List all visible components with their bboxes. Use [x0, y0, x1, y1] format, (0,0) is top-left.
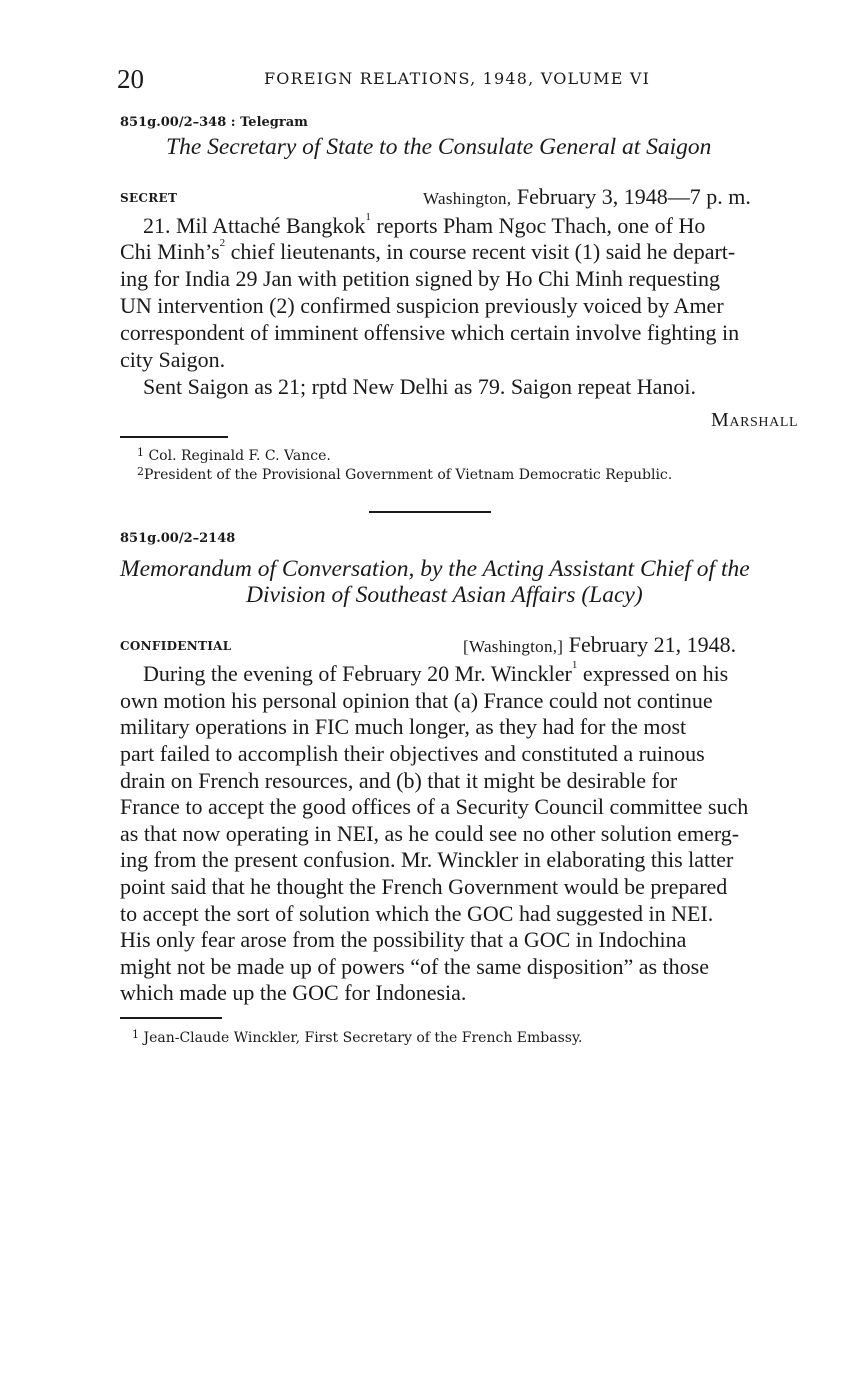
doc2-dateline [463, 632, 736, 658]
footnote-ref: 1 [365, 211, 371, 223]
doc2-paragraph-line: which made up the GOC for Indonesia. [120, 980, 467, 1005]
doc2-title-line-2: Division of Southeast Asian Affairs (Lacy) [246, 582, 643, 608]
footnote-divider [120, 436, 228, 438]
running-head: FOREIGN RELATIONS, 1948, VOLUME VI [264, 69, 651, 88]
doc1-place: Washington, [423, 189, 512, 208]
doc2-paragraph-line: might not be made up of powers “of the same disposition” as those [120, 954, 709, 979]
doc2-paragraph-line: to accept the sort of solution which the GOC had suggested in NEI. [120, 901, 714, 926]
doc1-paragraph-line: Chi $Minh’s^2$ chief lieutenants, in course recent visit (1) said he depart- [120, 237, 736, 264]
doc1-paragraph-line: Sent Saigon as 21; rptd New Delhi as 79. Saigon repeat Hanoi. [143, 374, 696, 399]
footnote-ref: 2 [219, 237, 226, 249]
doc2-paragraph-line: military operations in FIC much longer, as they had for the most [120, 714, 687, 739]
doc2-title-line-1: Memorandum of Conversation, by the Acting Assistant Chief of the [120, 556, 750, 582]
doc1-paragraph-line: city Saigon. [120, 347, 226, 372]
doc2-paragraph-line: point said that he thought the French Government would be prepared [120, 874, 728, 899]
doc1-title: The Secretary of State to the Consulate General at Saigon [166, 134, 712, 160]
doc2-paragraph-line: part failed to accomplish their objectives and constituted a ruinous [120, 741, 705, 766]
doc1-paragraph-line: 21. Mil Attaché Bangkok$^1$ reports Pham Ngoc Thach, one of Ho [143, 211, 706, 238]
page-number: 20 [117, 64, 144, 94]
doc2-footnote-1: $^1$ Jean-Claude Winckler, First Secretary of the French Embassy. [132, 1028, 583, 1046]
doc2-file-reference: 851g.00/2–2148 [120, 531, 236, 546]
doc1-file-reference: 851g.00/2–348 : Telegram [120, 115, 308, 130]
doc1-footnote-1: $^1$ Col. Reginald F. C. Vance. [137, 446, 331, 464]
doc1-paragraph-line: correspondent of imminent offensive which certain involve fighting in [120, 320, 740, 345]
doc1-paragraph-line: ing for India 29 Jan with petition signed by Ho Chi Minh requesting [120, 266, 721, 291]
footnote-divider [120, 1017, 222, 1019]
doc2-paragraph-line: France to accept the good offices of a Security Council committee such [120, 794, 749, 819]
doc2-paragraph-line: as that now operating in NEI, as he could see no other solution emerg- [120, 821, 740, 846]
doc2-paragraph-line: His only fear arose from the possibility that a GOC in Indochina [120, 927, 687, 952]
doc2-paragraph-line: ing from the present confusion. Mr. Winckler in elaborating this latter [120, 847, 734, 872]
doc2-classification: CONFIDENTIAL [120, 639, 232, 653]
doc2-paragraph-line: During the evening of February 20 Mr. Winckler$^1$ expressed on his [143, 659, 729, 686]
doc2-date: February 21, 1948. [568, 632, 737, 657]
doc1-footnote-2: $^2$President of the Provisional Government of Vietnam Democratic Republic. [137, 465, 673, 483]
section-divider [369, 511, 491, 513]
doc1-classification: SECRET [120, 191, 178, 205]
doc1-dateline [423, 184, 751, 210]
doc2-place: [Washington,] [463, 637, 564, 656]
doc1-paragraph-line: UN intervention (2) confirmed suspicion previously voiced by Amer [120, 293, 724, 318]
doc1-signature: Marshall [711, 409, 799, 431]
doc2-paragraph-line: drain on French resources, and (b) that it might be desirable for [120, 768, 678, 793]
doc2-paragraph-line: own motion his personal opinion that (a) France could not continue [120, 688, 713, 713]
doc1-date: February 3, 1948—7 p. m. [516, 184, 751, 209]
footnote-ref: 1 [571, 659, 578, 671]
